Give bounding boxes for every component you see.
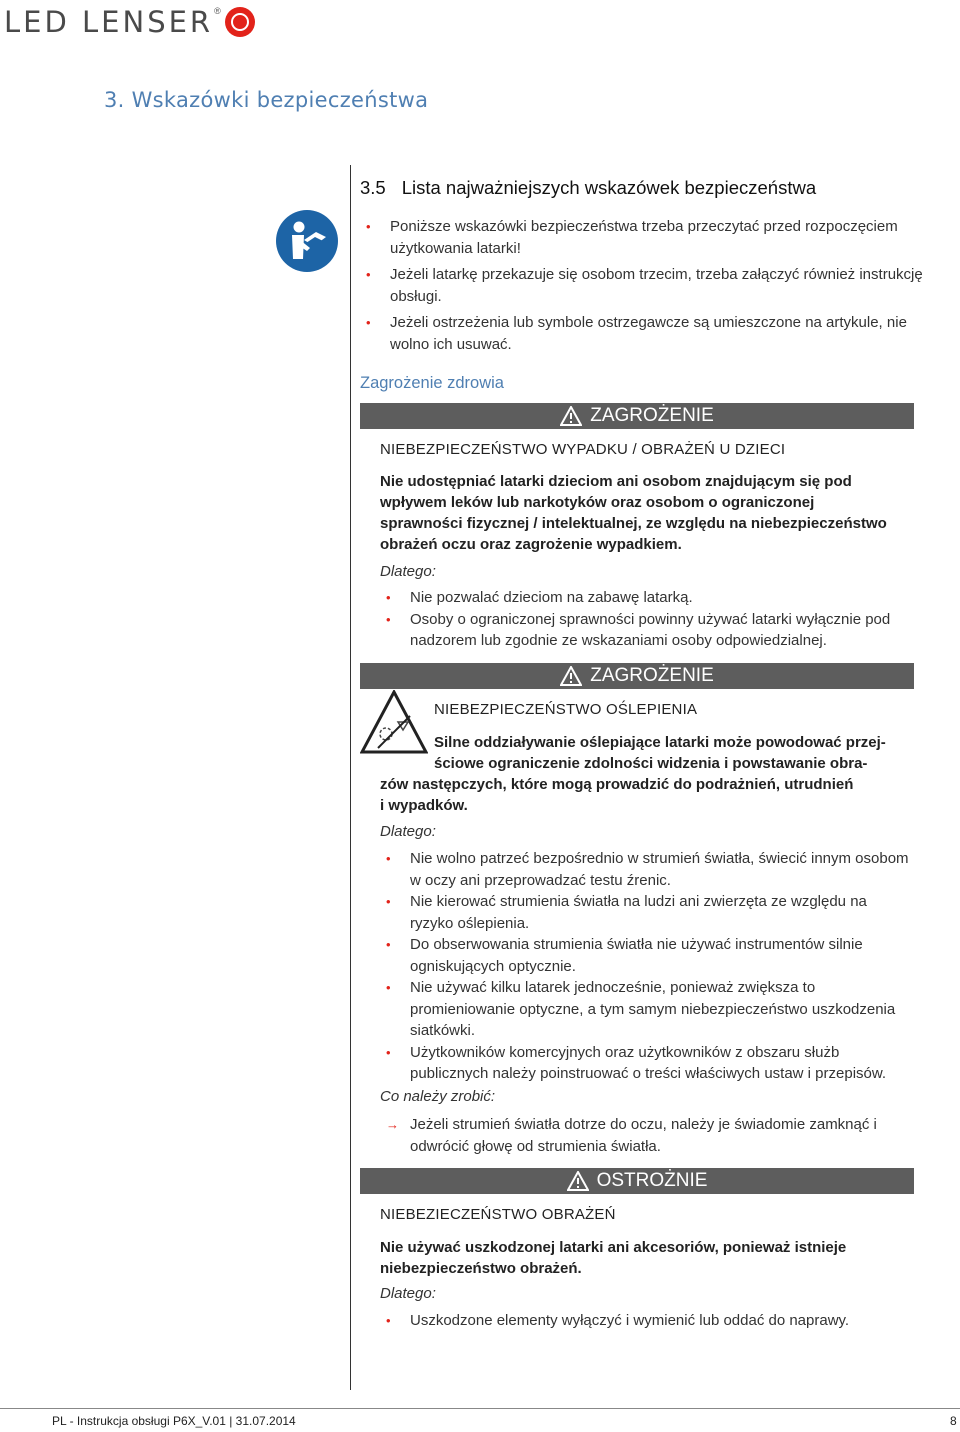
therefore-label: Dlatego: xyxy=(380,823,436,840)
list-item: • Do obserwowania strumienia światła nie używać instrumentów silnie ogniskujących optycznie. xyxy=(386,936,863,975)
read-manual-icon xyxy=(276,210,338,272)
danger-label: ZAGROŻENIE xyxy=(590,665,714,686)
list-item: • Nie wolno patrzeć bezpośrednio w strumień światła, świecić innym osobom w oczy ani przeprowadzać testu źrenic. xyxy=(386,850,909,889)
danger-bar xyxy=(360,663,914,689)
list-item: • Nie kierować strumienia światła na ludzi ani zwierzęta ze względu na ryzyko oślepienia. xyxy=(386,893,867,932)
bullet-icon: • xyxy=(386,1044,391,1060)
bullet-icon: • xyxy=(386,590,391,605)
what-to-do-label: Co należy zrobić: xyxy=(380,1088,496,1105)
logo-text: LED LENSER xyxy=(4,5,214,39)
logo-registered-mark: ® xyxy=(214,6,221,16)
list-item: • Osoby o ograniczonej sprawności powinny używać latarki wyłącznie pod nadzorem lub zgodnie ze wskazaniami osoby odpowiedzialnej. xyxy=(386,610,891,649)
warning-body-line: i wypadków. xyxy=(380,797,468,814)
bullet-icon: • xyxy=(386,980,391,995)
intro-list xyxy=(360,216,950,360)
health-heading: Zagrożenie zdrowia xyxy=(360,374,504,392)
footer-divider xyxy=(0,1408,960,1409)
warning-triangle-icon xyxy=(560,406,582,426)
brand-logo xyxy=(4,4,255,40)
bullet-icon: • xyxy=(366,267,371,282)
caution-bar xyxy=(360,1168,914,1194)
footer-doc-info: PL - Instrukcja obsługi P6X_V.01 | 31.07.2014 xyxy=(52,1414,296,1428)
warning-heading: NIEBEZPIECZEŃSTWO OŚLEPIENIA xyxy=(434,701,698,718)
warning-list xyxy=(380,848,910,1085)
section-title xyxy=(360,177,816,199)
blinding-light-warning-icon xyxy=(360,690,428,754)
warning-body-line: zów następczych, które mogą prowadzić do podrażnień, utrudnień xyxy=(380,776,854,793)
bullet-icon: • xyxy=(386,851,391,866)
list-item: • Jeżeli ostrzeżenia lub symbole ostrzegawcze są umieszczone na artykule, nie wolno ich usuwać. xyxy=(366,314,907,353)
warning-body-line: ściowe ograniczenie zdolności widzenia i powstawanie obra- xyxy=(434,755,868,772)
danger-label: ZAGROŻENIE xyxy=(590,405,714,426)
warning-body-line: Silne oddziaływanie oślepiające latarki może powodować przej- xyxy=(434,734,886,751)
danger-bar xyxy=(360,403,914,429)
caution-body: Nie używać uszkodzonej latarki ani akcesoriów, ponieważ istnieje niebezpieczeństwo obrażeń. xyxy=(380,1239,847,1277)
section-number: 3.5 xyxy=(360,177,386,198)
therefore-label: Dlatego: xyxy=(380,1285,436,1302)
warning-triangle-icon xyxy=(567,1171,589,1191)
caution-heading: NIEBEZIECZEŃSTWO OBRAŻEŃ xyxy=(380,1206,616,1223)
bullet-icon: • xyxy=(386,611,391,627)
therefore-label: Dlatego: xyxy=(380,563,436,580)
caution-label: OSTROŻNIE xyxy=(596,1170,708,1191)
arrow-icon: → xyxy=(386,1117,399,1132)
section-title-text: Lista najważniejszych wskazówek bezpieczeństwa xyxy=(401,177,817,198)
list-item: • Poniższe wskazówki bezpieczeństwa trzeba przeczytać przed rozpoczęciem użytkowania latarki! xyxy=(366,218,898,257)
warning-heading: NIEBEZPIECZEŃSTWO WYPADKU / OBRAŻEŃ U DZIECI xyxy=(380,441,786,458)
action-list xyxy=(380,1114,900,1157)
list-item: → Jeżeli strumień światła dotrze do oczu, należy je świadomie zamknąć i odwrócić głowę od strumienia światła. xyxy=(386,1116,877,1155)
warning-body: Nie udostępniać latarki dzieciom ani osobom znajdującym się pod wpływem leków lub narkotyków oraz osobom o ograniczonej sprawności fizycznej / intelektualnej, ze względu na niebezpieczeństwo obrażeń oczu oraz zagrożenie wypadkiem. xyxy=(380,473,887,553)
bullet-icon: • xyxy=(386,937,391,952)
caution-list xyxy=(380,1310,900,1332)
list-item: • Uszkodzone elementy wyłączyć i wymienić lub oddać do naprawy. xyxy=(380,1310,900,1332)
bullet-icon: • xyxy=(366,315,371,330)
list-item: • Jeżeli latarkę przekazuje się osobom trzecim, trzeba załączyć również instrukcję obsługi. xyxy=(366,266,923,305)
page-title: 3. Wskazówki bezpieczeństwa xyxy=(104,88,429,112)
warning-triangle-icon xyxy=(560,666,582,686)
bullet-icon: • xyxy=(366,219,371,234)
list-item: • Nie używać kilku latarek jednocześnie, ponieważ zwiększa to promieniowanie optyczne, a tym samym niebezpieczeństwo uszkodzenia siatkówki. xyxy=(386,979,896,1039)
list-item: • Użytkowników komercyjnych oraz użytkowników z obszaru służb publicznych należy poinstruować o treści właściwych ustaw i przepisów. xyxy=(386,1043,887,1082)
warning-list xyxy=(380,587,900,652)
logo-circle-icon xyxy=(225,7,255,37)
margin-divider xyxy=(350,165,351,1390)
page-number: 8 xyxy=(950,1414,957,1428)
bullet-icon: • xyxy=(386,894,391,909)
bullet-icon: • xyxy=(386,1313,391,1328)
list-item: • Nie pozwalać dzieciom na zabawę latarką. xyxy=(380,587,900,609)
